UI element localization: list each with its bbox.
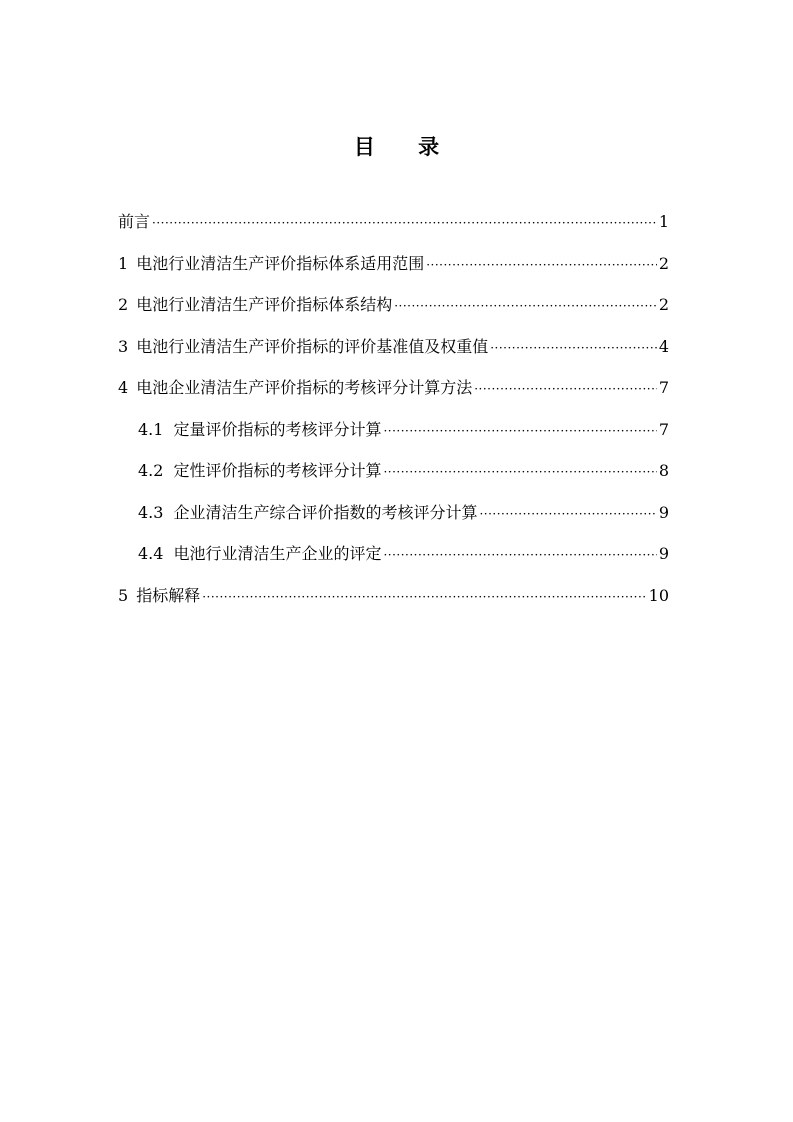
toc-leader-dots [394, 292, 657, 320]
toc-entry-1[interactable] [118, 250, 669, 292]
toc-entry-text: 企业清洁生产综合评价指数的考核评分计算 [173, 502, 478, 522]
toc-entry-text: 定性评价指标的考核评分计算 [173, 461, 382, 480]
toc-entry-4-4[interactable] [118, 540, 669, 582]
toc-entry-page: 4 [658, 336, 669, 356]
toc-entry-text: 电池企业清洁生产评价指标的考核评分计算方法 [136, 378, 473, 397]
toc-entry-number: 2 [118, 295, 129, 314]
toc-entry-text: 定量评价指标的考核评分计算 [173, 419, 382, 439]
toc-entry-2[interactable] [118, 291, 669, 333]
toc-entry-number: 3 [118, 336, 129, 356]
toc-entry-5[interactable] [118, 582, 669, 624]
toc-leader-dots [152, 209, 657, 237]
toc-leader-dots [490, 334, 657, 362]
toc-leader-dots [383, 417, 656, 445]
toc-entry-3[interactable] [118, 333, 669, 375]
toc-entry-number: 4.3 [138, 502, 164, 522]
toc-entry-number: 4 [118, 378, 129, 397]
toc-entry-number: 1 [118, 253, 129, 273]
toc-title: 目 录 [353, 135, 458, 159]
toc-entry-page: 1 [658, 212, 669, 231]
toc-entry-page: 9 [658, 544, 669, 563]
toc-entry-text: 前言 [118, 212, 151, 231]
toc-entry-number: 4.2 [138, 461, 164, 480]
toc-list [118, 208, 669, 623]
toc-entry-number: 4.4 [138, 544, 164, 563]
toc-entry-text: 指标解释 [136, 585, 201, 605]
toc-entry-text: 电池行业清洁生产评价指标的评价基准值及权重值 [136, 336, 489, 356]
toc-entry-page: 8 [658, 461, 669, 480]
toc-leader-dots [426, 251, 657, 279]
toc-entry-text: 电池行业清洁生产评价指标体系适用范围 [136, 253, 425, 273]
toc-entry-text: 电池行业清洁生产评价指标体系结构 [136, 295, 393, 314]
toc-leader-dots [202, 583, 646, 611]
toc-leader-dots [383, 458, 656, 486]
toc-entry-4-3[interactable] [118, 499, 669, 541]
toc-entry-4-1[interactable] [118, 416, 669, 458]
toc-entry-page: 7 [658, 419, 669, 439]
toc-entry-number: 4.1 [138, 419, 164, 439]
toc-entry-page: 7 [658, 378, 669, 397]
toc-entry-page: 10 [648, 585, 669, 605]
toc-entry-page: 2 [658, 295, 669, 314]
toc-entry-4-2[interactable] [118, 457, 669, 499]
toc-entry-number: 5 [118, 585, 129, 605]
toc-entry-page: 9 [658, 502, 669, 522]
toc-entry-4[interactable] [118, 374, 669, 416]
toc-entry-text: 电池行业清洁生产企业的评定 [173, 544, 382, 563]
toc-leader-dots [479, 500, 656, 528]
toc-entry-preface[interactable] [118, 208, 669, 250]
toc-entry-page: 2 [658, 253, 669, 273]
toc-leader-dots [383, 541, 656, 569]
toc-leader-dots [474, 375, 657, 403]
